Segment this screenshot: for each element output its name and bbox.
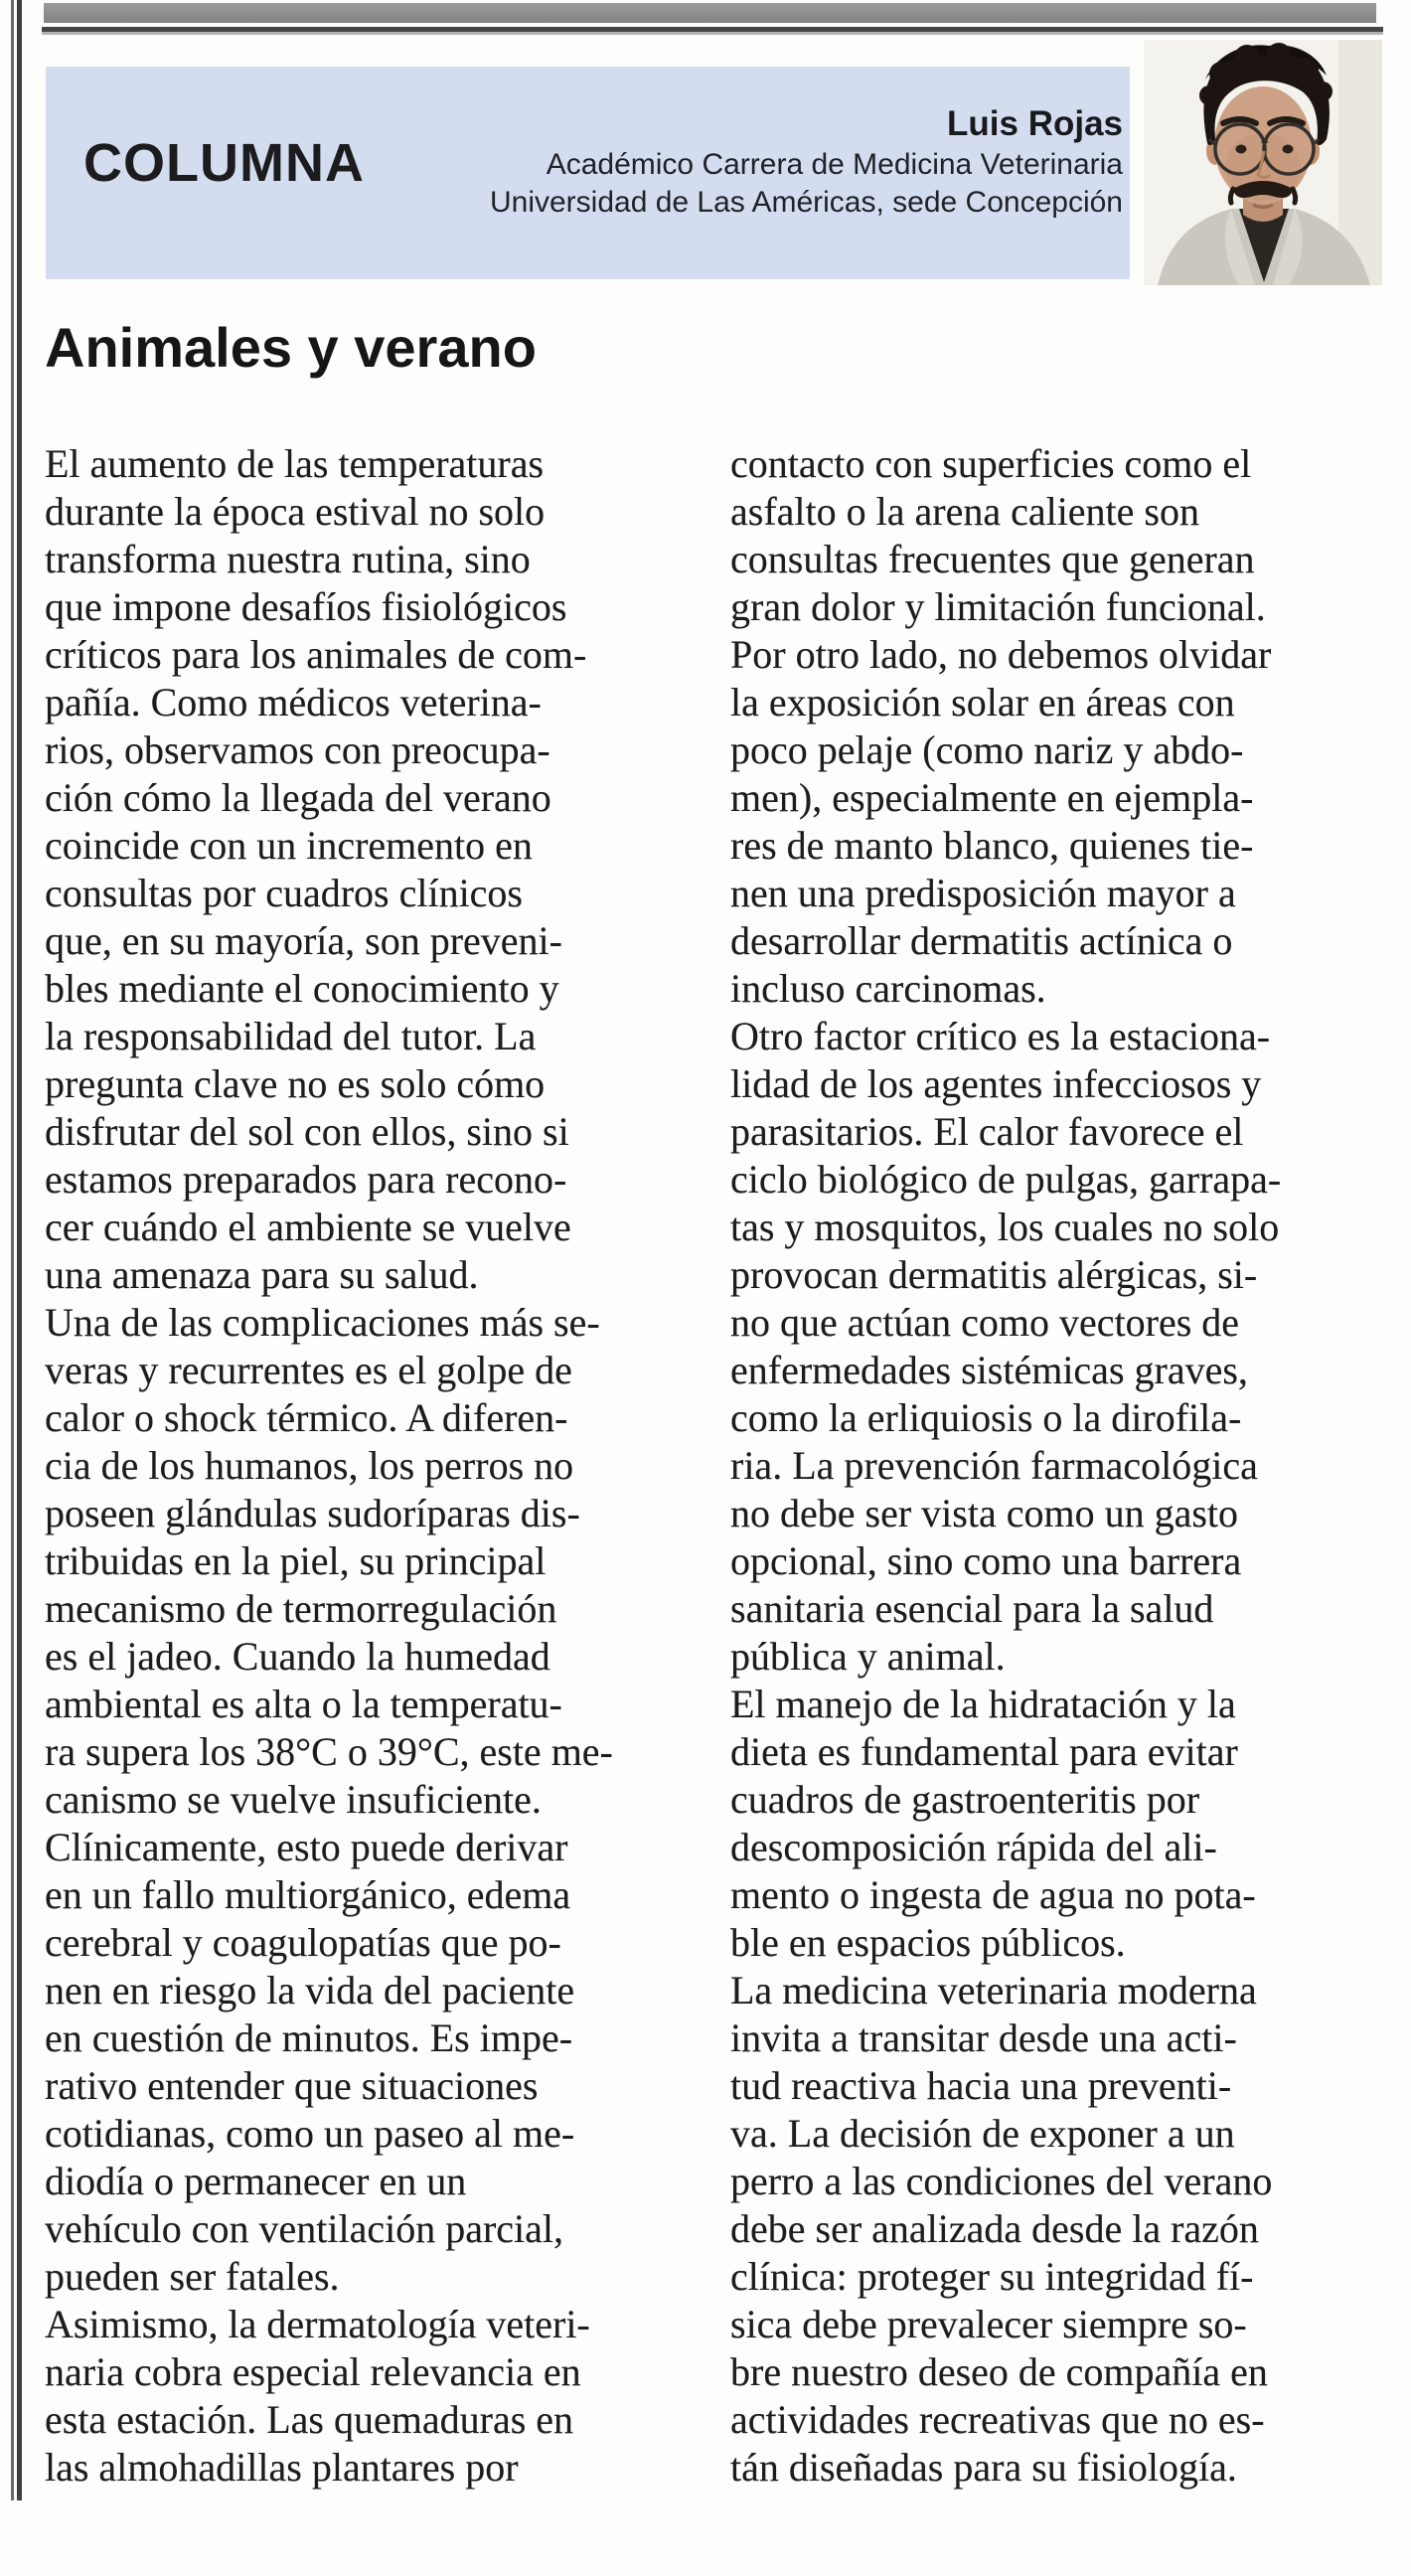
text-line: enfermedades sistémicas graves, (730, 1348, 1248, 1392)
text-line: consultas por cuadros clínicos (45, 871, 523, 915)
left-vertical-rule-thin (11, 0, 14, 2500)
text-line: dieta es fundamental para evitar (730, 1729, 1238, 1774)
text-line: rativo entender que situaciones (45, 2063, 539, 2108)
text-line: tán diseñadas para su fisiología. (730, 2445, 1237, 2490)
text-line: descomposición rápida del ali- (730, 1825, 1217, 1869)
text-line: invita a transitar desde una acti- (730, 2015, 1237, 2060)
text-line: Clínicamente, esto puede derivar (45, 1825, 568, 1869)
text-line: que impone desafíos fisiológicos (45, 584, 567, 629)
text-line: en un fallo multiorgánico, edema (45, 1872, 571, 1917)
text-line: res de manto blanco, quienes tie- (730, 823, 1254, 868)
text-line: cia de los humanos, los perros no (45, 1443, 574, 1488)
text-line: debe ser analizada desde la razón (730, 2206, 1259, 2251)
text-line: cotidianas, como un paseo al me- (45, 2111, 575, 2156)
author-role: Académico Carrera de Medicina Veterinaria (546, 148, 1123, 181)
text-line: Una de las complicaciones más se- (45, 1300, 600, 1345)
text-line: actividades recreativas que no es- (730, 2397, 1265, 2442)
text-line: va. La decisión de exponer a un (730, 2111, 1235, 2156)
text-line: El manejo de la hidratación y la (730, 1682, 1236, 1726)
author-photo (1144, 40, 1382, 285)
text-line: cer cuándo el ambiente se vuelve (45, 1205, 571, 1249)
article-title: Animales y verano (45, 316, 537, 379)
text-line: gran dolor y limitación funcional. (730, 584, 1266, 629)
text-line: rios, observamos con preocupa- (45, 727, 550, 772)
text-line: naria cobra especial relevancia en (45, 2349, 581, 2394)
text-line: tribuidas en la piel, su principal (45, 1538, 547, 1583)
text-line: críticos para los animales de com- (45, 632, 587, 677)
byline (490, 102, 1123, 222)
text-line: mento o ingesta de agua no pota- (730, 1872, 1256, 1917)
text-line: durante la época estival no solo (45, 489, 546, 534)
text-line: diodía o permanecer en un (45, 2159, 467, 2203)
text-line: desarrollar dermatitis actínica o (730, 918, 1233, 963)
text-line: que, en su mayoría, son preveni- (45, 918, 562, 963)
text-line: ción cómo la llegada del verano (45, 775, 551, 820)
text-line: sica debe prevalecer siempre so- (730, 2302, 1247, 2346)
text-line: nen en riesgo la vida del paciente (45, 1968, 575, 2012)
text-line: ra supera los 38°C o 39°C, este me- (45, 1729, 613, 1774)
left-vertical-rule-thick (17, 0, 22, 2500)
kicker-panel (46, 67, 1130, 279)
text-line: clínica: proteger su integridad fí- (730, 2254, 1254, 2299)
text-line: ria. La prevención farmacológica (730, 1443, 1258, 1488)
text-line: veras y recurrentes es el golpe de (45, 1348, 572, 1392)
text-line: no que actúan como vectores de (730, 1300, 1240, 1345)
text-line: pueden ser fatales. (45, 2254, 340, 2299)
text-line: coincide con un incremento en (45, 823, 533, 868)
author-name: Luis Rojas (947, 104, 1123, 143)
text-line: Asimismo, la dermatología veteri- (45, 2302, 590, 2346)
text-line: ble en espacios públicos. (730, 1920, 1126, 1965)
text-line: la responsabilidad del tutor. La (45, 1014, 537, 1058)
text-line: poseen glándulas sudoríparas dis- (45, 1491, 580, 1535)
text-line: la exposición solar en áreas con (730, 680, 1235, 724)
top-dark-rule (42, 27, 1383, 35)
text-line: mecanismo de termorregulación (45, 1586, 557, 1631)
text-line: contacto con superficies como el (730, 441, 1252, 486)
text-line: La medicina veterinaria moderna (730, 1968, 1257, 2012)
text-line: vehículo con ventilación parcial, (45, 2206, 564, 2251)
text-line: tas y mosquitos, los cuales no solo (730, 1205, 1280, 1249)
text-line: poco pelaje (como nariz y abdo- (730, 727, 1244, 772)
top-gray-bar (44, 3, 1376, 23)
text-line: cuadros de gastroenteritis por (730, 1777, 1200, 1822)
text-column-right (730, 440, 1406, 2492)
text-column-left (45, 440, 706, 2492)
text-line: esta estación. Las quemaduras en (45, 2397, 574, 2442)
text-line: en cuestión de minutos. Es impe- (45, 2015, 573, 2060)
text-line: las almohadillas plantares por (45, 2445, 519, 2490)
kicker-label: COLUMNA (83, 133, 365, 193)
text-line: El aumento de las temperaturas (45, 441, 545, 486)
text-line: parasitarios. El calor favorece el (730, 1109, 1244, 1154)
text-line: men), especialmente en ejempla- (730, 775, 1254, 820)
text-line: sanitaria esencial para la salud (730, 1586, 1214, 1631)
text-line: disfrutar del sol con ellos, sino si (45, 1109, 569, 1154)
text-line: tud reactiva hacia una preventi- (730, 2063, 1232, 2108)
text-line: ciclo biológico de pulgas, garrapa- (730, 1157, 1282, 1202)
text-line: consultas frecuentes que generan (730, 537, 1255, 581)
text-line: cerebral y coagulopatías que po- (45, 1920, 561, 1965)
text-line: Otro factor crítico es la estaciona- (730, 1014, 1271, 1058)
text-line: como la erliquiosis o la dirofila- (730, 1395, 1242, 1440)
text-line: perro a las condiciones del verano (730, 2159, 1273, 2203)
author-affiliation: Universidad de Las Américas, sede Concepción (489, 186, 1123, 219)
text-line: pregunta clave no es solo cómo (45, 1061, 546, 1106)
text-line: provocan dermatitis alérgicas, si- (730, 1252, 1258, 1297)
text-line: bre nuestro deseo de compañía en (730, 2349, 1268, 2394)
text-line: nen una predisposición mayor a (730, 871, 1236, 915)
text-line: calor o shock térmico. A diferen- (45, 1395, 568, 1440)
text-line: pública y animal. (730, 1634, 1006, 1679)
text-line: estamos preparados para recono- (45, 1157, 567, 1202)
text-line: canismo se vuelve insuficiente. (45, 1777, 542, 1822)
text-line: incluso carcinomas. (730, 966, 1046, 1011)
text-line: es el jadeo. Cuando la humedad (45, 1634, 550, 1679)
text-line: transforma nuestra rutina, sino (45, 537, 531, 581)
text-line: asfalto o la arena caliente son (730, 489, 1199, 534)
text-line: opcional, sino como una barrera (730, 1538, 1242, 1583)
text-line: Por otro lado, no debemos olvidar (730, 632, 1272, 677)
text-line: pañía. Como médicos veterina- (45, 680, 542, 724)
author-photo-illustration (1144, 40, 1382, 285)
text-line: no debe ser vista como un gasto (730, 1491, 1238, 1535)
text-line: ambiental es alta o la temperatu- (45, 1682, 562, 1726)
text-line: bles mediante el conocimiento y (45, 966, 559, 1011)
text-line: lidad de los agentes infecciosos y (730, 1061, 1262, 1106)
text-line: una amenaza para su salud. (45, 1252, 479, 1297)
